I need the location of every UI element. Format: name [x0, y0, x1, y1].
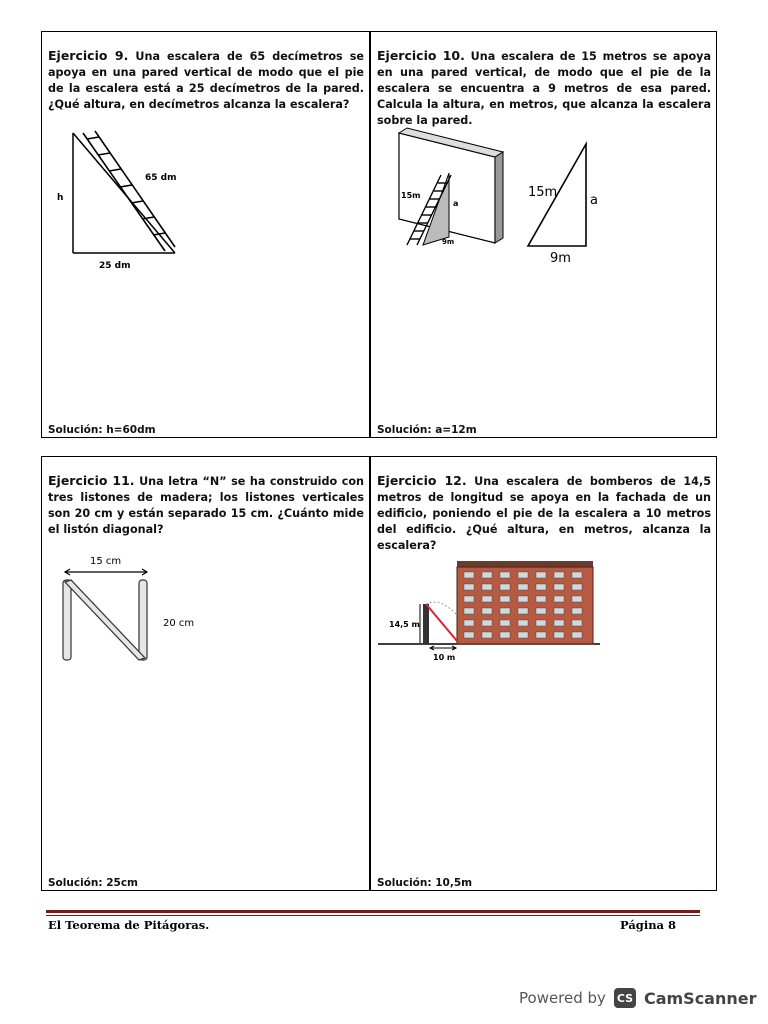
height-label: h — [57, 193, 64, 203]
exercise-11-figure — [55, 550, 205, 670]
exercise-9-label: Ejercicio 9. — [48, 48, 129, 63]
exercise-11-statement — [48, 473, 364, 538]
exercise-9-solution: Solución: h=60dm — [48, 424, 156, 436]
ladder-label: 14,5 m — [389, 620, 420, 629]
letter-n-icon — [63, 580, 147, 660]
base-label: 10 m — [433, 653, 456, 662]
exercise-12-label: Ejercicio 12. — [377, 473, 467, 488]
camscanner-watermark — [519, 984, 757, 1012]
exercise-9-statement — [48, 48, 364, 113]
exercise-12-text: Una escalera de bomberos de 14,5 metros de longitud se apoya en la fachada de un edificio, poniendo el pie de la escalera a 10 metros del edificio. ¿Qué altura, en metros, alcanza la escalera? — [377, 475, 711, 552]
height-label: 20 cm — [163, 618, 195, 629]
footer-title: El Teorema de Pitágoras. — [48, 918, 210, 932]
exercise-10-text: Una escalera de 15 metros se apoya en una pared vertical, de modo que el pie de la escalera se encuentra a 9 metros de esa pared. Calcula la altura, en metros, que alcanza la escalera sobre la pared. — [377, 50, 711, 127]
base-arrow-icon — [430, 646, 456, 650]
exercise-10-statement — [377, 48, 711, 129]
footer-rule-thin — [46, 915, 700, 916]
a-label: a — [590, 193, 598, 208]
wall-side — [495, 152, 503, 243]
fire-ladder-icon — [423, 602, 457, 644]
exercise-12-statement — [377, 473, 711, 554]
exercise-10-label: Ejercicio 10. — [377, 48, 465, 63]
ladder-icon — [83, 131, 175, 251]
page-number: Página 8 — [620, 918, 677, 932]
camscanner-brand: CamScanner — [643, 988, 757, 1008]
powered-by-text: Powered by — [519, 989, 606, 1007]
base-label: 9m — [550, 251, 571, 266]
small-a-label: a — [453, 199, 459, 208]
hypotenuse-label: 65 dm — [145, 173, 177, 183]
building-icon — [457, 561, 593, 644]
width-arrow-icon — [65, 569, 147, 575]
small-hypotenuse-label: 15m — [401, 191, 421, 200]
exercise-12-solution: Solución: 10,5m — [377, 877, 473, 889]
exercise-10-solution: Solución: a=12m — [377, 424, 477, 436]
exercise-11-solution: Solución: 25cm — [48, 877, 138, 889]
exercise-10-wall-figure — [395, 125, 507, 260]
exercise-11-text: Una letra “N” se ha construido con tres listones de madera; los listones verticales son 20 cm y están separado 15 cm. ¿Cuánto mide el listón diagonal? — [48, 475, 364, 536]
exercise-9-figure — [55, 125, 195, 275]
exercise-12-figure — [378, 555, 603, 665]
exercise-9-text: Una escalera de 65 decímetros se apoya en una pared vertical de modo que el pie de la escalera está a 25 decímetros de la pared. ¿Qué altura, en decímetros alcanza la escalera? — [48, 50, 364, 111]
footer-rule — [46, 910, 700, 913]
exercise-11-label: Ejercicio 11. — [48, 473, 135, 488]
base-label: 25 dm — [99, 261, 131, 271]
hypotenuse-label: 15m — [528, 185, 558, 200]
small-base-label: 9m — [442, 238, 455, 246]
camscanner-logo-icon: CS — [614, 988, 636, 1008]
width-label: 15 cm — [90, 556, 122, 567]
exercise-10-triangle-figure — [520, 140, 610, 270]
